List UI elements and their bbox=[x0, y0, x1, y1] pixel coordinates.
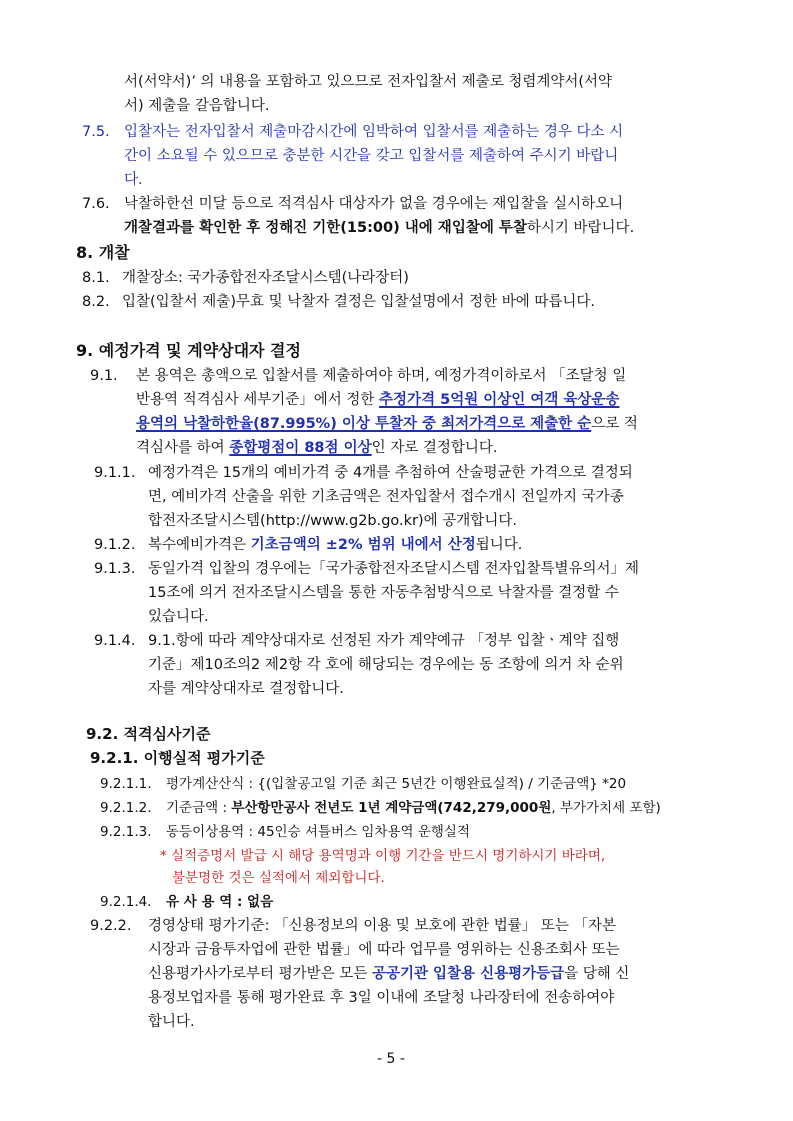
text-span: 됩니다. bbox=[475, 537, 523, 553]
body-text-line: 경영상태 평가기준: 「신용정보의 이용 및 보호에 관한 법률」 또는 「자본 bbox=[148, 918, 617, 934]
section-heading: 8. 개찰 bbox=[76, 243, 130, 262]
text-span: 반용역 적격심사 세부기준」에서 정한 bbox=[136, 392, 380, 408]
page-number: - 5 - bbox=[377, 1051, 405, 1067]
item-number: 9.2.1.1. bbox=[100, 776, 152, 792]
body-text-line: 합니다. bbox=[148, 1014, 195, 1030]
body-text-line bbox=[148, 535, 522, 555]
bold-text: 공공기관 입찰용 신용평가등급 bbox=[371, 966, 565, 982]
body-text-line bbox=[124, 218, 634, 238]
body-text-line bbox=[136, 390, 619, 410]
bold-text: 기초금액의 ±2% 범위 내에서 산정 bbox=[250, 537, 476, 553]
body-text-line: 용정보업자를 통해 평가완료 후 3일 이내에 조달청 나라장터에 전송하여야 bbox=[148, 990, 615, 1006]
highlight-text: 용역의 낙찰하한율(87.995%) 이상 투찰자 중 최저가격으로 제출한 순 bbox=[136, 416, 592, 432]
body-text-line bbox=[166, 798, 661, 818]
body-text-line: 입찰(입찰서 제출)무효 및 낙찰자 결정은 입찰설명에서 정한 바에 따릅니다. bbox=[122, 294, 596, 310]
subsection-heading: 9.2.1. 이행실적 평가기준 bbox=[90, 749, 265, 767]
item-number: 9.1.3. bbox=[94, 561, 136, 577]
section-heading: 9. 예정가격 및 계약상대자 결정 bbox=[76, 341, 301, 360]
text-span: 하시기 바랍니다. bbox=[526, 220, 635, 236]
item-number: 9.1.4. bbox=[94, 633, 136, 649]
body-text-line: 서) 제출을 갈음합니다. bbox=[124, 98, 270, 114]
note-text: 불분명한 것은 실적에서 제외합니다. bbox=[172, 870, 385, 886]
body-text-line bbox=[148, 964, 629, 984]
text-span: 신용평가사가로부터 평가받은 모든 bbox=[148, 966, 372, 982]
body-text-line: 낙찰하한선 미달 등으로 적격심사 대상자가 없을 경우에는 재입찰을 실시하오니 bbox=[124, 196, 624, 212]
body-text-line: 면, 예비가격 산출을 위한 기초금액은 전자입찰서 접수개시 전일까지 국가종 bbox=[148, 489, 624, 505]
text-span: 을 당해 신 bbox=[564, 966, 630, 982]
item-number: 9.2.2. bbox=[90, 918, 132, 934]
body-text-line: 자를 계약상대자로 결정합니다. bbox=[148, 681, 344, 697]
body-text-line: 9.1.항에 따라 계약상대자로 선정된 자가 계약예규 「정부 입찰ㆍ계약 집행 bbox=[148, 633, 620, 649]
text-span: 복수예비가격은 bbox=[148, 537, 251, 553]
text-span: 인 자로 결정합니다. bbox=[371, 440, 498, 456]
item-number: 8.1. bbox=[82, 270, 110, 286]
body-text-line: 본 용역은 총액으로 입찰서를 제출하여야 하며, 예정가격이하로서 「조달청 일 bbox=[136, 368, 627, 384]
body-text-line: 기준」제10조의2 제2항 각 호에 해당되는 경우에는 동 조항에 의거 차 순위 bbox=[148, 657, 624, 673]
item-number: 8.2. bbox=[82, 294, 110, 310]
body-text-line bbox=[136, 438, 498, 458]
subsection-heading: 9.2. 적격심사기준 bbox=[86, 725, 211, 743]
bold-text: 유 사 용 역 : 없음 bbox=[166, 894, 274, 910]
body-text-line: 간이 소요될 수 있으므로 충분한 시간을 갖고 입찰서를 제출하여 주시기 바랍니 bbox=[124, 148, 619, 164]
highlight-text: 종합평점이 88점 이상 bbox=[229, 440, 372, 456]
text-span: , 부가가치세 포함) bbox=[551, 800, 661, 816]
body-text-line: 시장과 금융투자업에 관한 법률」에 따라 업무를 영위하는 신용조회사 또는 bbox=[148, 942, 620, 958]
item-number: 9.1.1. bbox=[94, 465, 136, 481]
note-text: * 실적증명서 발급 시 해당 용역명과 이행 기간을 반드시 명기하시기 바라며, bbox=[160, 848, 606, 864]
body-text-line: 입찰자는 전자입찰서 제출마감시간에 임박하여 입찰서를 제출하는 경우 다소 시 bbox=[124, 124, 624, 140]
body-text-line bbox=[136, 414, 638, 434]
body-text-line: 평가계산산식 : {(입찰공고일 기준 최근 5년간 이행완료실적) / 기준금액} *20 bbox=[166, 776, 627, 792]
text-span: 으로 적 bbox=[591, 416, 638, 432]
text-span: 기준금액 : bbox=[166, 800, 232, 816]
body-text-line: 있습니다. bbox=[148, 609, 209, 625]
bold-text: 개찰결과를 확인한 후 정해진 기한(15:00) 내에 재입찰에 투찰 bbox=[124, 220, 527, 236]
item-number: 7.6. bbox=[82, 196, 110, 212]
body-text-line: 서(서약서)’ 의 내용을 포함하고 있으므로 전자입찰서 제출로 청렴계약서(서약 bbox=[124, 74, 613, 90]
item-number: 9.2.1.2. bbox=[100, 800, 152, 816]
item-number: 7.5. bbox=[82, 124, 110, 140]
item-number: 9.1.2. bbox=[94, 537, 136, 553]
item-number: 9.2.1.4. bbox=[100, 894, 152, 910]
highlight-text: 추정가격 5억원 이상인 여객 육상운송 bbox=[379, 392, 620, 408]
body-text-line: 개찰장소: 국가종합전자조달시스템(나라장터) bbox=[122, 270, 409, 286]
item-number: 9.2.1.3. bbox=[100, 824, 152, 840]
body-text-line: 동일가격 입찰의 경우에는「국가종합전자조달시스템 전자입찰특별유의서」제 bbox=[148, 561, 640, 577]
body-text-line: 15조에 의거 전자조달시스템을 통한 자동추첨방식으로 낙찰자를 결정할 수 bbox=[148, 585, 619, 601]
text-span: 격심사를 하여 bbox=[136, 440, 230, 456]
body-text-line: 예정가격은 15개의 예비가격 중 4개를 추첨하여 산술평균한 가격으로 결정되 bbox=[148, 465, 633, 481]
item-number: 9.1. bbox=[90, 368, 118, 384]
body-text-line: 합전자조달시스템(http://www.g2b.go.kr)에 공개합니다. bbox=[148, 513, 517, 529]
body-text-line: 동등이상용역 : 45인승 셔틀버스 임차용역 운행실적 bbox=[166, 824, 471, 840]
body-text-line: 다. bbox=[124, 172, 143, 188]
bold-text: 부산항만공사 전년도 1년 계약금액(742,279,000원 bbox=[231, 800, 552, 816]
